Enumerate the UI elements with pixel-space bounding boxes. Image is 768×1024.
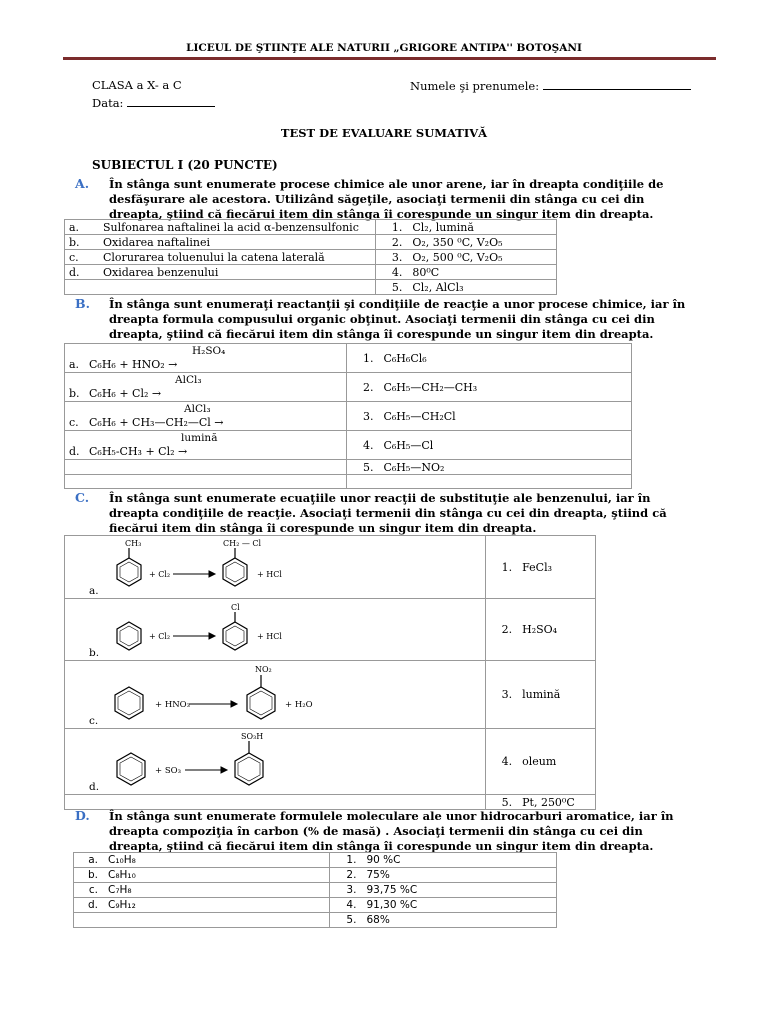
table-row: [65, 661, 596, 729]
part-b-right-2[interactable]: 2. C₆H₅—CH₂—CH₃: [347, 373, 632, 402]
svg-text:+ Cl₂: + Cl₂: [149, 570, 171, 579]
svg-text:+ HNO₃: + HNO₃: [155, 700, 191, 710]
part-c-right-3[interactable]: 3. lumină: [486, 661, 596, 729]
date-blank[interactable]: [127, 95, 215, 107]
part-a-left-c[interactable]: c. Clorurarea toluenului la catena laterală: [65, 250, 376, 265]
part-b-text: În stânga sunt enumeraţi reactanţii şi condiţiile de reacţie a unor procese chimice, iar în dreapta formula compusului organic obţinut. Asociaţi termenii din stânga cu cei din dreapta, ştiind că fiecărui item din stânga îi corespunde un singur item din dreapta.: [109, 297, 686, 341]
part-c-left-d[interactable]: d. + SO₃ SO₃H: [65, 729, 486, 795]
part-b-right-3[interactable]: 3. C₆H₅—CH₂Cl: [347, 402, 632, 431]
part-b-right-empty: [347, 475, 632, 489]
arrow-icon: [189, 701, 237, 707]
table-row: [74, 868, 557, 883]
part-d-right-2[interactable]: 2. 75%: [330, 868, 557, 883]
svg-text:Cl: Cl: [231, 603, 240, 612]
part-d-right-5[interactable]: 5. 68%: [330, 913, 557, 928]
part-b-right-1[interactable]: 1. C₆H₆Cl₆: [347, 344, 632, 373]
subject-title: SUBIECTUL I (20 PUNCTE): [92, 158, 278, 172]
part-b-right-5[interactable]: 5. C₆H₅—NO₂: [347, 460, 632, 475]
part-a-left-d[interactable]: d. Oxidarea benzenului: [65, 265, 376, 280]
table-row: [74, 853, 557, 868]
part-a-right-1[interactable]: 1. Cl₂, lumină: [376, 220, 557, 235]
name-label: Numele şi prenumele:: [410, 79, 540, 93]
reaction-c-scheme: [109, 663, 359, 727]
reaction-b-scheme: [109, 602, 339, 660]
table-row: [65, 431, 632, 460]
part-a-left-b[interactable]: b. Oxidarea naftalinei: [65, 235, 376, 250]
table-row: [65, 250, 557, 265]
svg-text:+ SO₃: + SO₃: [155, 766, 182, 776]
class-label: CLASA a X- a C: [92, 78, 182, 92]
reaction-a-scheme: [109, 538, 339, 598]
part-d-left-c[interactable]: c. C₇H₈: [74, 883, 330, 898]
header-rule: [63, 57, 716, 60]
table-row: [65, 475, 632, 489]
part-b-instructions: [75, 296, 692, 342]
part-a-instructions: [75, 176, 692, 222]
part-d-right-3[interactable]: 3. 93,75 %C: [330, 883, 557, 898]
benzene-ring-icon: [247, 675, 275, 719]
sub-top-a: CH₃: [125, 539, 142, 548]
part-b-left-a[interactable]: H₂SO₄ a. C₆H₆ + HNO₂ →: [65, 344, 347, 373]
name-field[interactable]: [410, 78, 691, 93]
benzene-ring-icon: [115, 687, 143, 719]
part-c-left-c[interactable]: c. + HNO₃ NO₂ + H₂O: [65, 661, 486, 729]
part-a-text: În stânga sunt enumerate procese chimice ale unor arene, iar în dreapta condiţiile de desfăşurare ale acestora. Utilizând săgeţile, asociaţi termenii din stânga cu cei din dreapta, ştiind că fiecărui item din stânga îi corespunde un singur item din dreapta.: [109, 177, 664, 221]
reaction-d-scheme: [109, 731, 339, 793]
part-b-left-empty2: [65, 475, 347, 489]
part-a-right-2[interactable]: 2. O₂, 350 ⁰C, V₂O₅: [376, 235, 557, 250]
part-d-left-a[interactable]: a. C₁₀H₈: [74, 853, 330, 868]
table-row: [65, 235, 557, 250]
table-row: [65, 599, 596, 661]
table-row: [65, 344, 632, 373]
table-row: [65, 373, 632, 402]
svg-text:+ HCl: + HCl: [257, 632, 282, 641]
part-d-instructions: [75, 808, 692, 854]
part-a-right-3[interactable]: 3. O₂, 500 ⁰C, V₂O₅: [376, 250, 557, 265]
part-d-left-d[interactable]: d. C₉H₁₂: [74, 898, 330, 913]
part-b-left-c[interactable]: AlCl₃ c. C₆H₆ + CH₃—CH₂—Cl →: [65, 402, 347, 431]
table-row: [65, 402, 632, 431]
part-b-letter: B.: [75, 296, 90, 311]
part-b-left-empty: [65, 460, 347, 475]
table-row: [74, 898, 557, 913]
name-blank[interactable]: [543, 78, 691, 90]
part-b-left-d[interactable]: lumină d. C₆H₅-CH₃ + Cl₂ →: [65, 431, 347, 460]
part-d-letter: D.: [75, 808, 90, 823]
table-row: [65, 460, 632, 475]
benzene-ring-icon: [117, 622, 141, 650]
part-d-text: În stânga sunt enumerate formulele moleculare ale unor hidrocarburi aromatice, iar în dreapta compoziţia în carbon (% de masă) . Asociaţi termenii din stânga cu cei din dreapta, ştiind că fiecărui item din stânga îi corespunde un singur item din dreapta.: [109, 809, 674, 853]
svg-text:CH₂ — Cl: CH₂ — Cl: [223, 539, 262, 548]
svg-text:+ Cl₂: + Cl₂: [149, 632, 171, 641]
benzene-ring-icon: [117, 753, 145, 785]
arrow-icon: [173, 633, 215, 639]
svg-text:+ HCl: + HCl: [257, 570, 282, 579]
part-c-right-2[interactable]: 2. H₂SO₄: [486, 599, 596, 661]
part-c-right-5[interactable]: 5. Pt, 250⁰C: [486, 795, 596, 810]
part-b-right-4[interactable]: 4. C₆H₅—Cl: [347, 431, 632, 460]
part-d-left-b[interactable]: b. C₈H₁₀: [74, 868, 330, 883]
school-name: LICEUL DE ŞTIINŢE ALE NATURII „GRIGORE ANTIPA'' BOTOŞANI: [186, 42, 582, 54]
table-row: [65, 729, 596, 795]
benzene-ring-icon: [223, 612, 247, 650]
date-field[interactable]: [92, 95, 215, 110]
benzene-ring-icon: [235, 741, 263, 785]
part-d-table: [73, 852, 557, 928]
part-d-left-empty: [74, 913, 330, 928]
part-a-right-4[interactable]: 4. 80⁰C: [376, 265, 557, 280]
part-c-letter: C.: [75, 490, 90, 505]
part-c-left-b[interactable]: b. + Cl₂ Cl + HCl: [65, 599, 486, 661]
svg-text:SO₃H: SO₃H: [241, 732, 264, 741]
part-c-text: În stânga sunt enumerate ecuaţiile unor reacţii de substituţie ale benzenului, iar în dreapta condiţiile de reacţie. Asociaţi termenii din stânga cu cei din dreapta, ştiind că fiecărui item din stânga îi corespunde un singur item din dreapta.: [109, 491, 667, 535]
svg-text:+ H₂O: + H₂O: [285, 700, 313, 710]
part-a-left-a[interactable]: a. Sulfonarea naftalinei la acid α-benzensulfonic: [65, 220, 376, 235]
part-a-right-5[interactable]: 5. Cl₂, AlCl₃: [376, 280, 557, 295]
arrow-icon: [173, 571, 215, 577]
part-b-left-b[interactable]: AlCl₃ b. C₆H₆ + Cl₂ →: [65, 373, 347, 402]
part-c-table: [64, 535, 596, 810]
part-b-table: [64, 343, 632, 489]
arrow-icon: [185, 767, 227, 773]
table-row: [74, 913, 557, 928]
table-row: [65, 220, 557, 235]
part-c-left-a[interactable]: a. CH₃ + Cl₂ CH₂ — Cl + HCl: [65, 536, 486, 599]
part-d-right-4[interactable]: 4. 91,30 %C: [330, 898, 557, 913]
test-title: TEST DE EVALUARE SUMATIVĂ: [280, 126, 488, 140]
benzene-ring-icon: [117, 548, 141, 586]
svg-text:NO₂: NO₂: [255, 665, 272, 674]
table-row: [74, 883, 557, 898]
part-a-letter: A.: [75, 176, 90, 191]
table-row: [65, 280, 557, 295]
part-a-left-empty: [65, 280, 376, 295]
part-d-right-1[interactable]: 1. 90 %C: [330, 853, 557, 868]
benzene-ring-icon: [223, 548, 247, 586]
table-row: [65, 265, 557, 280]
part-a-table: [64, 219, 557, 295]
part-c-right-4[interactable]: 4. oleum: [486, 729, 596, 795]
part-c-instructions: [75, 490, 692, 536]
table-row: [65, 536, 596, 599]
part-c-right-1[interactable]: 1. FeCl₃: [486, 536, 596, 599]
date-label: Data:: [92, 96, 124, 110]
